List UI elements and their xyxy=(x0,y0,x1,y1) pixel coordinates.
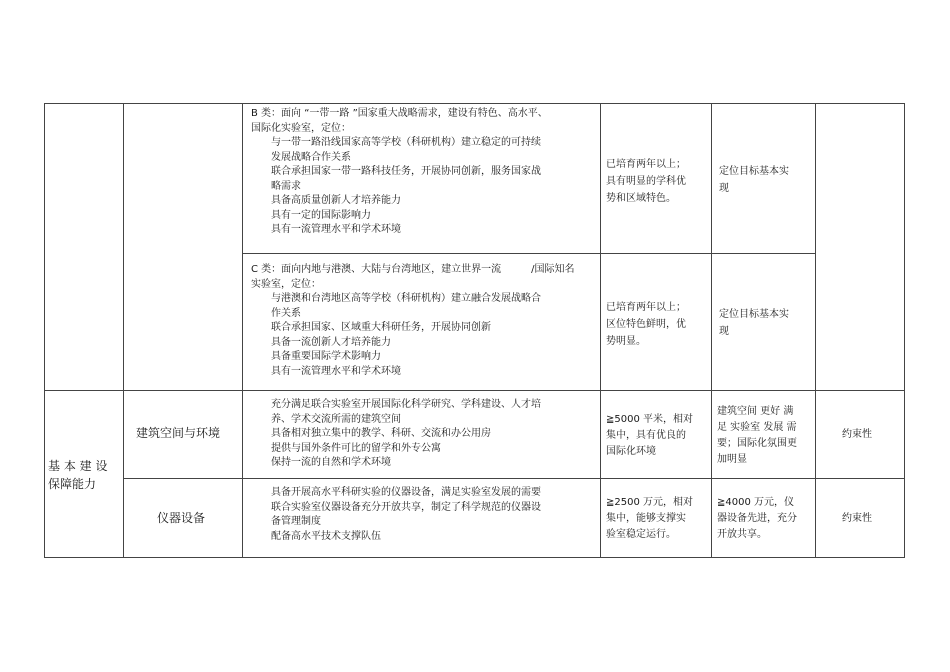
c-cond-line: 势明显。 xyxy=(606,336,646,347)
equipment-target-cell xyxy=(717,495,797,543)
equipment-condition-cell xyxy=(606,495,693,543)
b-cond-line: 势和区域特色。 xyxy=(606,193,676,204)
equipment-req-line: 备管理制度 xyxy=(271,516,321,527)
col-divider-3 xyxy=(600,103,601,558)
table-border-bottom xyxy=(44,557,905,558)
c-req-line: 具备一流创新人才培养能力 xyxy=(271,336,391,348)
equipment-req-line: 联合实验室仪器设备充分开放共享，制定了科学规范的仪器设 xyxy=(271,501,541,513)
building-target-line: 加明显 xyxy=(717,454,747,465)
c-req-line: 具有一流管理水平和学术环境 xyxy=(271,365,401,377)
b-req-line: 联合承担国家一带一路科技任务，开展协同创新，服务国家战 xyxy=(271,166,541,177)
c-req-line: 具备重要国际学术影响力 xyxy=(271,351,381,362)
table-border-right xyxy=(904,103,905,558)
building-cond-line: 国际化环境 xyxy=(606,446,656,457)
equipment-nature-cell xyxy=(842,512,872,527)
building-target-line: 要；国际化氛围更 xyxy=(717,438,797,449)
equipment-requirement-cell xyxy=(251,486,541,544)
b-cond-line: 具有明显的学科优 xyxy=(606,176,686,187)
c-target-line: 定位目标基本实 xyxy=(719,309,789,320)
c-target-line: 现 xyxy=(719,326,729,337)
b-req-line: 发展战略合作关系 xyxy=(271,151,351,163)
building-req-line: 养、学术交流所需的建筑空间 xyxy=(271,413,401,425)
building-item-label xyxy=(136,426,220,441)
equipment-cond-line: 验室稳定运行。 xyxy=(606,529,676,540)
equipment-cond-line: 集中，能够支撑实 xyxy=(606,513,686,524)
equipment-item-text: 仪器设备 xyxy=(157,511,206,525)
equipment-req-line: 具备开展高水平科研实验的仪器设备，满足实验室发展的需要 xyxy=(271,487,541,498)
b-req-line: 略需求 xyxy=(271,180,301,192)
building-target-line: 建筑空间 更好 满 xyxy=(717,406,794,417)
group-label-line: 保障能力 xyxy=(48,477,97,491)
c-cond-line: 区位特色鲜明，优 xyxy=(606,319,686,330)
row-divider-equipment xyxy=(123,478,905,479)
building-requirement-cell xyxy=(251,398,541,471)
b-req-line: 国际化实验室，定位： xyxy=(251,122,351,134)
row-divider-section xyxy=(44,390,905,391)
col-divider-4 xyxy=(711,103,712,558)
b-target-line: 现 xyxy=(719,183,729,194)
b-req-line: 具有一定的国际影响力 xyxy=(271,209,371,221)
b-target-cell xyxy=(719,163,789,197)
equipment-target-line: 开放共享。 xyxy=(717,529,767,540)
b-condition-cell xyxy=(606,156,686,207)
building-target-cell xyxy=(717,404,797,468)
building-cond-line: ≧5000 平米，相对 xyxy=(606,414,694,425)
equipment-target-line: ≧4000 万元，仪 xyxy=(717,497,795,508)
building-nature-text: 约束性 xyxy=(842,429,872,440)
b-target-line: 定位目标基本实 xyxy=(719,166,789,177)
group-label-line: 基 本 建 设 xyxy=(48,459,108,473)
c-requirement-cell xyxy=(251,263,575,379)
b-cond-line: 已培育两年以上； xyxy=(606,159,686,170)
b-req-line: 与一带一路沿线国家高等学校（科研机构）建立稳定的可持续 xyxy=(271,137,541,148)
building-nature-cell xyxy=(842,428,872,443)
b-requirement-cell xyxy=(251,107,548,238)
equipment-item-label xyxy=(157,511,205,526)
building-req-line: 保持一流的自然和学术环境 xyxy=(271,457,391,468)
col-divider-5 xyxy=(815,103,816,558)
c-req-line: 与港澳和台湾地区高等学校（科研机构）建立融合发展战略合 xyxy=(271,293,541,304)
building-req-line: 提供与国外条件可比的留学和外专公寓 xyxy=(271,442,441,454)
building-req-line: 具备相对独立集中的教学、科研、交流和办公用房 xyxy=(271,428,491,439)
c-req-line: 实验室，定位： xyxy=(251,278,321,290)
c-req-line: 作关系 xyxy=(271,307,301,319)
group-label-cell xyxy=(48,457,107,493)
building-req-line: 充分满足联合实验室开展国际化科学研究、学科建设、人才培 xyxy=(271,399,541,410)
equipment-cond-line: ≧2500 万元，相对 xyxy=(606,497,694,508)
equipment-req-line: 配备高水平技术支撑队伍 xyxy=(271,530,381,542)
c-cond-line: 已培育两年以上； xyxy=(606,302,686,313)
c-condition-cell xyxy=(606,299,686,350)
c-target-cell xyxy=(719,306,789,340)
building-condition-cell xyxy=(606,412,693,460)
building-item-text: 建筑空间与环境 xyxy=(136,426,221,440)
col-divider-1 xyxy=(123,103,124,558)
c-req-line: 联合承担国家、区域重大科研任务，开展协同创新 xyxy=(271,322,491,333)
b-req-line: 具备高质量创新人才培养能力 xyxy=(271,195,401,206)
equipment-nature-text: 约束性 xyxy=(842,513,872,524)
building-target-line: 足 实验室 发展 需 xyxy=(717,422,797,433)
c-req-line: C 类：面向内地与港澳、大陆与台湾地区，建立世界一流 /国际知名 xyxy=(251,264,575,275)
b-req-line: B 类：面向 “一带一路 ”国家重大战略需求，建设有特色、高水平、 xyxy=(251,108,548,119)
equipment-target-line: 器设备先进，充分 xyxy=(717,513,797,524)
building-cond-line: 集中，具有优良的 xyxy=(606,430,686,441)
table-border-left xyxy=(44,103,45,558)
table-border-top xyxy=(44,103,905,104)
col-divider-2 xyxy=(242,103,243,558)
b-req-line: 具有一流管理水平和学术环境 xyxy=(271,224,401,235)
row-divider-bc xyxy=(242,253,815,254)
